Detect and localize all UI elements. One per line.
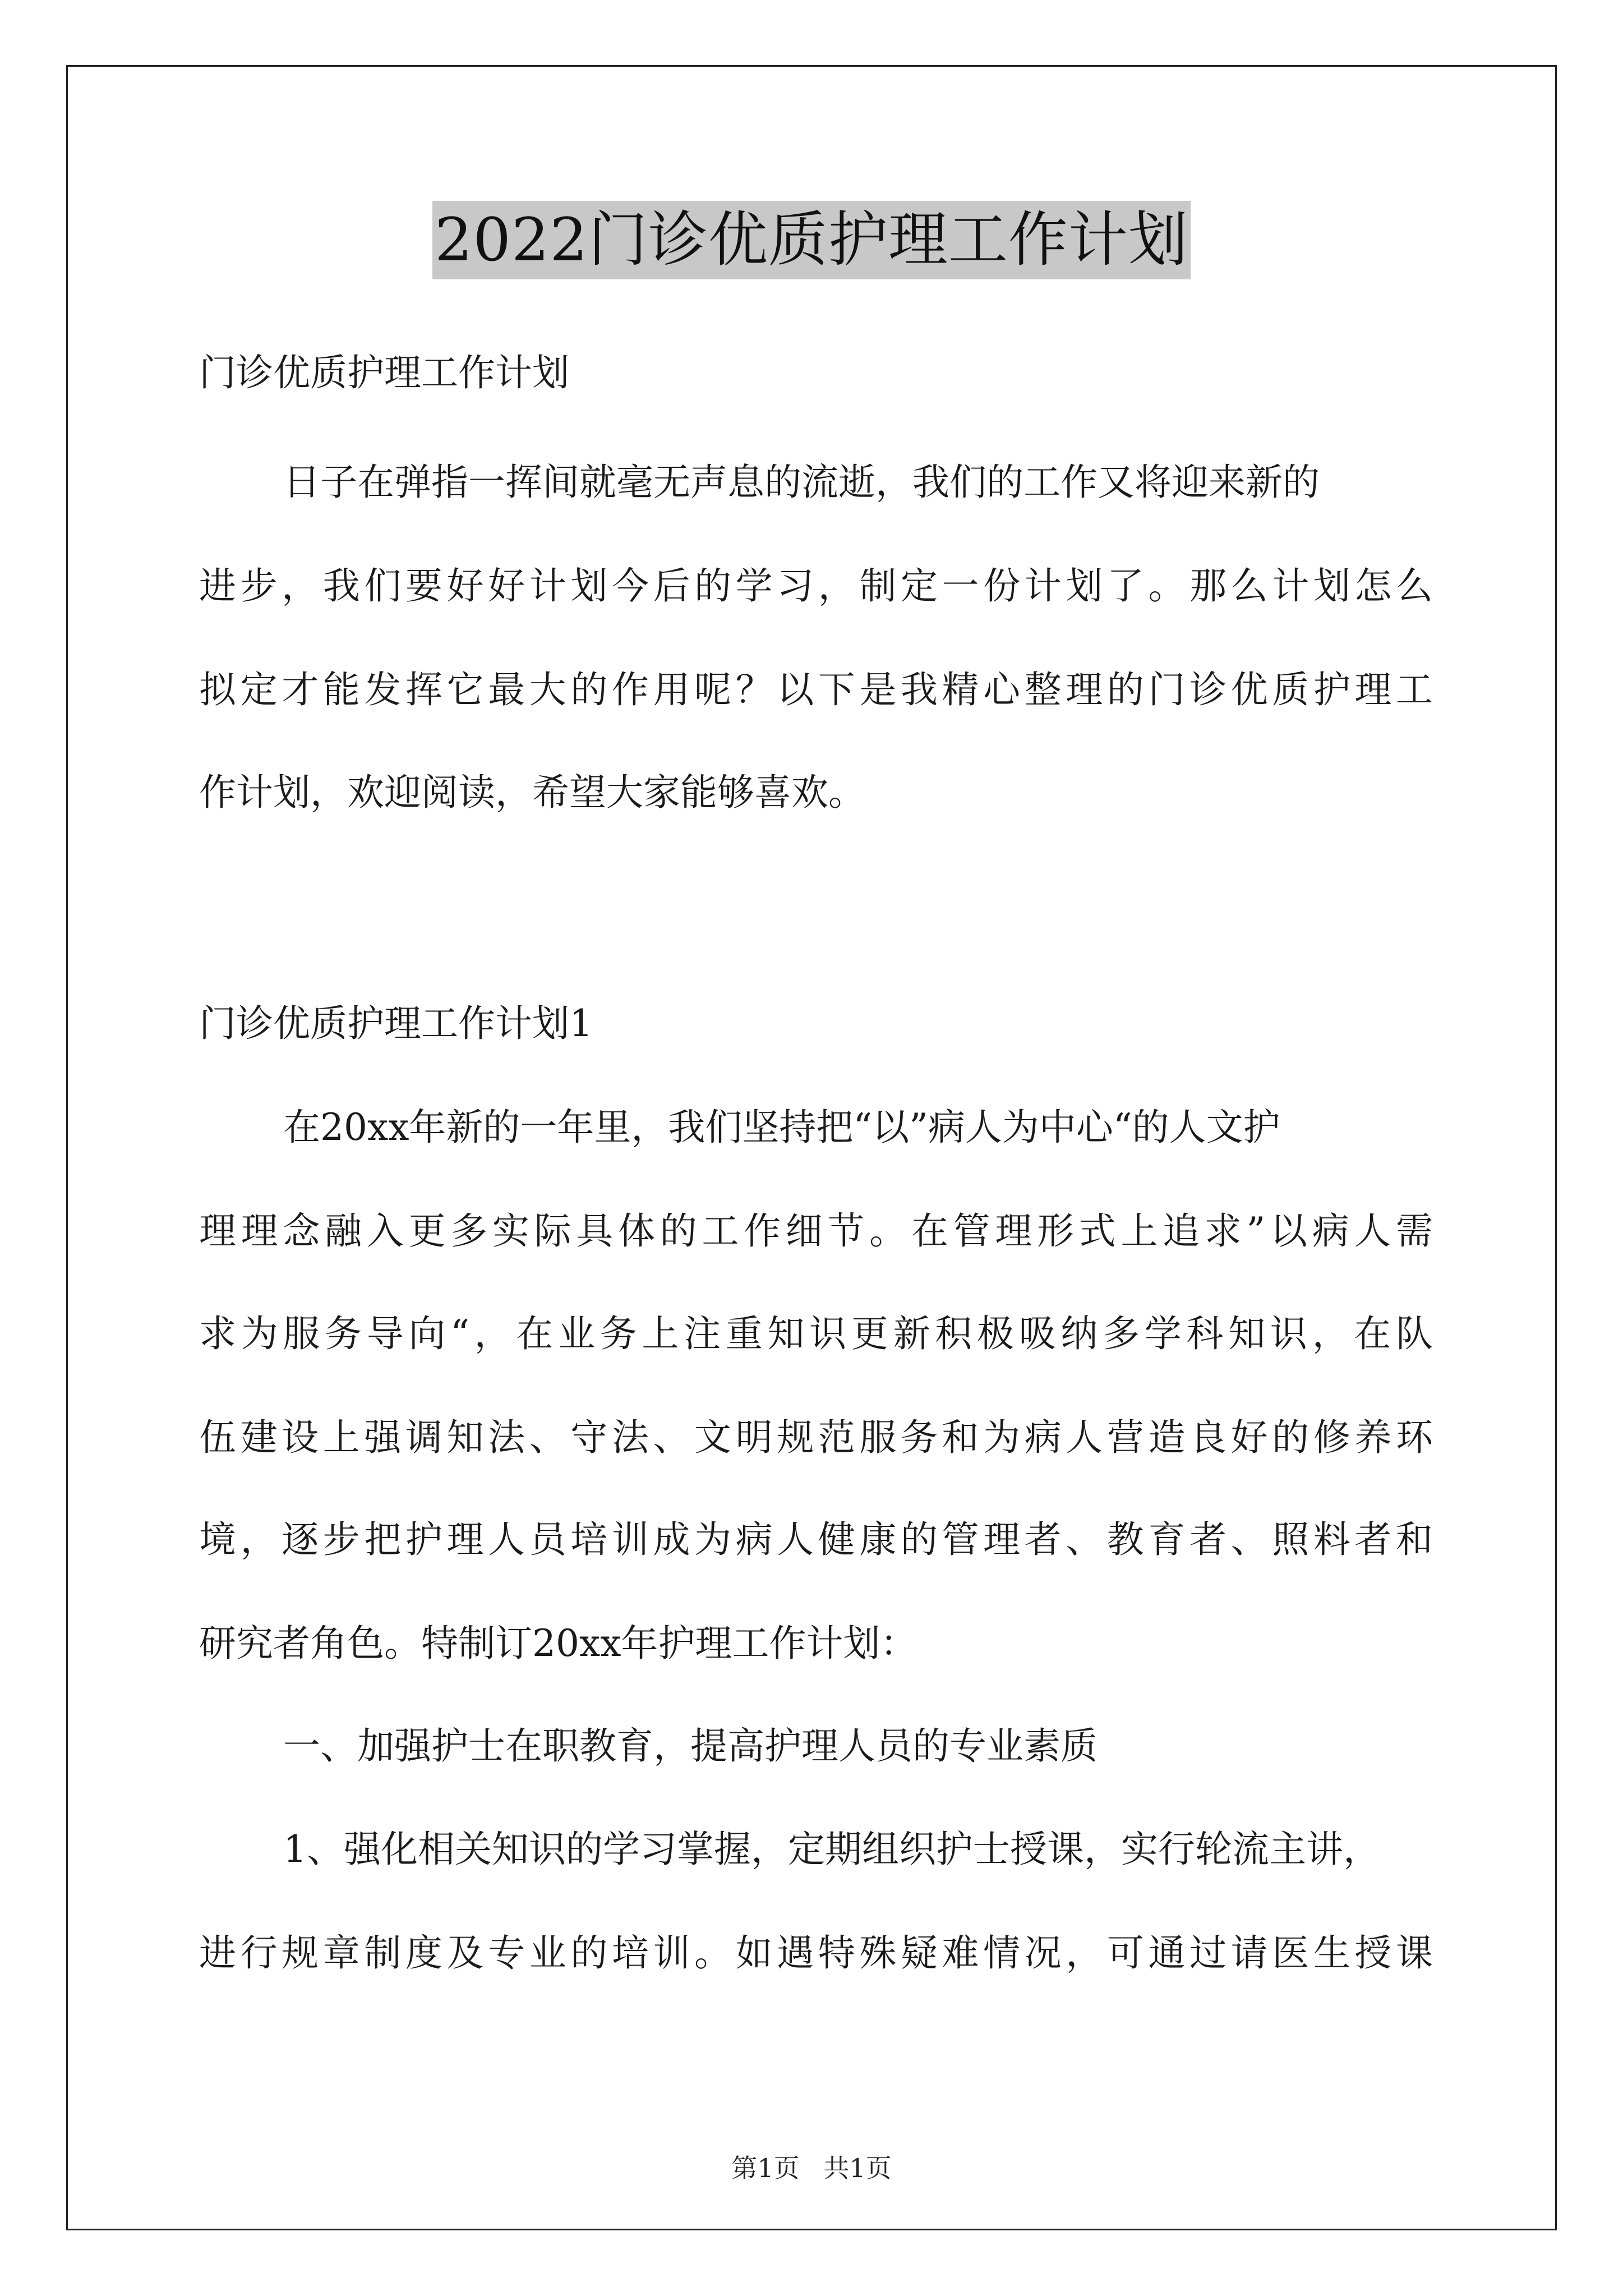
page-footer (0, 2151, 1623, 2185)
paragraph-line: 求为服务导向“，在业务上注重知识更新积极吸纳多学科知识，在队 (199, 1312, 1433, 1355)
paragraph-line: 作计划，欢迎阅读，希望大家能够喜欢。 (199, 771, 865, 814)
section-heading: 门诊优质护理工作计划 (199, 351, 569, 394)
paragraph-line: 理理念融入更多实际具体的工作细节。在管理形式上追求”以病人需 (199, 1209, 1433, 1253)
paragraph-line: 在20xx年新的一年里，我们坚持把“以”病人为中心“的人文护 (283, 1106, 1280, 1149)
paragraph-line: 1、强化相关知识的学习掌握，定期组织护士授课，实行轮流主讲， (283, 1828, 1380, 1871)
paragraph-line: 伍建设上强调知法、守法、文明规范服务和为病人营造良好的修养环 (199, 1416, 1433, 1459)
paragraph-line: 日子在弹指一挥间就毫无声息的流逝，我们的工作又将迎来新的 (283, 461, 1320, 504)
paragraph-line: 拟定才能发挥它最大的作用呢？以下是我精心整理的门诊优质护理工 (199, 668, 1433, 711)
page-total: 共1页 (823, 2153, 892, 2183)
subsection-heading: 一、加强护士在职教育，提高护理人员的专业素质 (283, 1724, 1098, 1768)
section-heading: 门诊优质护理工作计划1 (199, 1002, 593, 1045)
title-container (0, 201, 1623, 279)
paragraph-line: 研究者角色。特制订20xx年护理工作计划： (199, 1622, 917, 1665)
paragraph-line: 境，逐步把护理人员培训成为病人健康的管理者、教育者、照料者和 (199, 1518, 1433, 1561)
paragraph-line: 进步，我们要好好计划今后的学习，制定一份计划了。那么计划怎么 (199, 564, 1433, 608)
document-title: 2022门诊优质护理工作计划 (432, 201, 1191, 279)
page-number: 第1页 (731, 2153, 800, 2183)
paragraph-line: 进行规章制度及专业的培训。如遇特殊疑难情况，可通过请医生授课 (199, 1931, 1433, 1975)
